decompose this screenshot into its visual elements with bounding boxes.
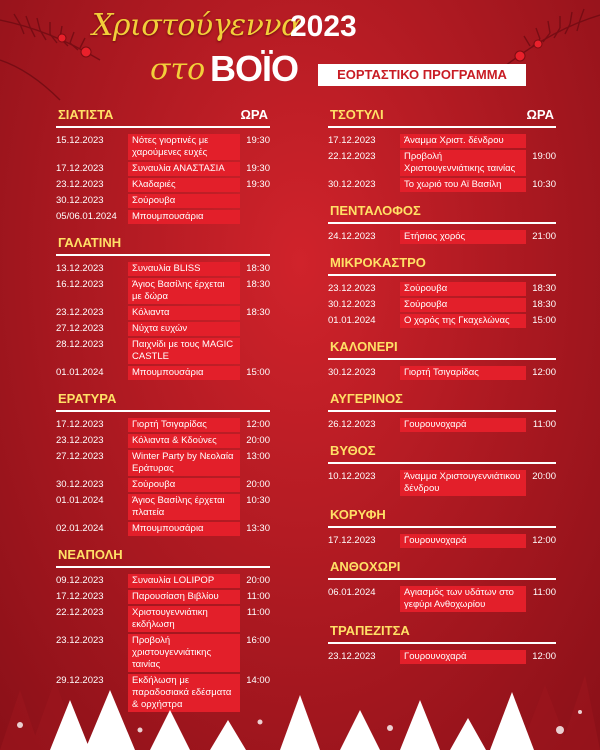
event-row xyxy=(56,606,270,632)
event-name: Προβολή Χριστουγεννιάτικης ταινίας xyxy=(400,150,526,176)
event-name: Εκδήλωση με παραδοσιακά εδέσματα & ορχήστρα xyxy=(128,674,240,712)
event-row xyxy=(56,194,270,208)
event-name: Νότες γιορτινές με χαρούμενες ευχές xyxy=(128,134,240,160)
event-row xyxy=(328,178,556,192)
section-header xyxy=(56,388,270,412)
event-row xyxy=(328,230,556,244)
section-6 xyxy=(328,440,556,496)
event-name: Άγιος Βασίλης έρχεται με δώρα xyxy=(128,278,240,304)
event-name: Νύχτα ευχών xyxy=(128,322,240,336)
event-name: Σούρουβα xyxy=(128,194,240,208)
event-time: 10:30 xyxy=(532,179,556,190)
snowy-trees-decoration xyxy=(0,630,600,750)
event-date: 30.12.2023 xyxy=(328,367,376,378)
village-name: ΜΙΚΡΟΚΑΣΤΡΟ xyxy=(330,255,426,270)
event-row xyxy=(56,418,270,432)
event-name: Μπουμπουσάρια xyxy=(128,522,240,536)
event-name: Κλαδαριές xyxy=(128,178,240,192)
event-name: Γιορτή Τσιγαρίδας xyxy=(400,366,526,380)
event-date: 23.12.2023 xyxy=(56,635,104,646)
event-row xyxy=(56,134,270,160)
event-row xyxy=(56,306,270,320)
event-name: Κόλιαντα xyxy=(128,306,240,320)
event-date: 17.12.2023 xyxy=(56,591,104,602)
event-name: Σούρουβα xyxy=(400,298,526,312)
event-row xyxy=(328,150,556,176)
section-header xyxy=(328,200,556,224)
event-date: 23.12.2023 xyxy=(328,283,376,294)
event-date: 06.01.2024 xyxy=(328,587,376,598)
event-time: 19:30 xyxy=(246,179,270,190)
event-time xyxy=(526,134,556,148)
event-date: 09.12.2023 xyxy=(56,575,104,586)
time-header: ΩΡΑ xyxy=(526,107,554,122)
event-date: 10.12.2023 xyxy=(328,471,376,482)
village-name: ΣΙΑΤΙΣΤΑ xyxy=(58,107,114,122)
event-time: 19:00 xyxy=(532,151,556,162)
event-time: 20:00 xyxy=(246,575,270,586)
event-date: 01.01.2024 xyxy=(56,367,104,378)
event-row xyxy=(56,590,270,604)
section-8 xyxy=(328,556,556,612)
section-header xyxy=(328,556,556,580)
event-time: 11:00 xyxy=(246,591,270,602)
event-row xyxy=(56,434,270,448)
section-header xyxy=(328,252,556,276)
event-row xyxy=(328,366,556,380)
event-time: 11:00 xyxy=(532,419,556,430)
event-date: 05/06.01.2024 xyxy=(56,211,117,222)
event-date: 30.12.2023 xyxy=(328,179,376,190)
event-row xyxy=(328,534,556,548)
village-name: ΤΣΟΤΥΛΙ xyxy=(330,107,384,122)
event-time: 14:00 xyxy=(246,675,270,686)
section-3 xyxy=(56,388,270,536)
section-5 xyxy=(328,388,556,432)
event-row xyxy=(328,314,556,328)
year-title: 2023 xyxy=(290,10,357,43)
village-name: ΒΥΘΟΣ xyxy=(330,443,376,458)
event-date: 17.12.2023 xyxy=(56,419,104,430)
event-date: 15.12.2023 xyxy=(56,135,104,146)
event-time xyxy=(240,210,270,224)
right-column xyxy=(328,104,556,672)
event-name: Συναυλία BLISS xyxy=(128,262,240,276)
event-name: Παιχνίδι με τους MAGIC CASTLE xyxy=(128,338,240,364)
event-name: Άναμμα Χριστουγεννιάτικου δένδρου xyxy=(400,470,526,496)
event-row xyxy=(328,298,556,312)
event-date: 27.12.2023 xyxy=(56,323,104,334)
event-name: Μπουμπουσάρια xyxy=(128,366,240,380)
left-column xyxy=(56,104,270,720)
event-date: 23.12.2023 xyxy=(56,179,104,190)
time-header: ΩΡΑ xyxy=(240,107,268,122)
pine-branch-right-decoration xyxy=(480,0,600,110)
section-7 xyxy=(328,504,556,548)
event-date: 23.12.2023 xyxy=(56,307,104,318)
event-time: 12:00 xyxy=(532,367,556,378)
event-row xyxy=(328,586,556,612)
event-name: Άναμμα Χριστ. δένδρου xyxy=(400,134,526,148)
event-name: Ετήσιος χορός xyxy=(400,230,526,244)
event-name: Το χωριό του Αϊ Βασίλη xyxy=(400,178,526,192)
section-3 xyxy=(328,252,556,328)
event-date: 22.12.2023 xyxy=(328,151,376,162)
event-date: 24.12.2023 xyxy=(328,231,376,242)
event-row xyxy=(56,162,270,176)
section-header xyxy=(56,544,270,568)
event-name: Winter Party by Νεολαία Εράτυρας xyxy=(128,450,240,476)
event-date: 30.12.2023 xyxy=(328,299,376,310)
village-name: ΝΕΑΠΟΛΗ xyxy=(58,547,123,562)
event-row xyxy=(328,418,556,432)
event-time: 18:30 xyxy=(246,279,270,290)
event-date: 01.01.2024 xyxy=(328,315,376,326)
event-time: 13:30 xyxy=(246,523,270,534)
event-name: Γιορτή Τσιγαρίδας xyxy=(128,418,240,432)
event-date: 16.12.2023 xyxy=(56,279,104,290)
event-name: Χριστουγεννιάτικη εκδήλωση xyxy=(128,606,240,632)
event-time: 21:00 xyxy=(532,231,556,242)
event-date: 01.01.2024 xyxy=(56,495,104,506)
event-row xyxy=(56,338,270,364)
event-row xyxy=(56,178,270,192)
program-badge: ΕΟΡΤΑΣΤΙΚΟ ΠΡΟΓΡΑΜΜΑ xyxy=(318,64,526,86)
event-time: 19:30 xyxy=(246,135,270,146)
event-name: Ο χορός της Γκαχελώνας xyxy=(400,314,526,328)
event-row xyxy=(328,134,556,148)
village-name: ΚΟΡΥΦΗ xyxy=(330,507,386,522)
event-row xyxy=(56,366,270,380)
event-date: 23.12.2023 xyxy=(56,435,104,446)
event-name: Συναυλία ΑΝΑΣΤΑΣΙΑ xyxy=(128,162,240,176)
place-title: ΒΟΪΟ xyxy=(210,48,299,89)
event-name: Άγιος Βασίλης έρχεται πλατεία xyxy=(128,494,240,520)
event-time: 15:00 xyxy=(246,367,270,378)
event-date: 22.12.2023 xyxy=(56,607,104,618)
event-date: 26.12.2023 xyxy=(328,419,376,430)
village-name: ΕΡΑΤΥΡΑ xyxy=(58,391,117,406)
event-row xyxy=(56,210,270,224)
section-header xyxy=(56,104,270,128)
event-date: 02.01.2024 xyxy=(56,523,104,534)
event-name: Γουρουνοχαρά xyxy=(400,534,526,548)
event-row xyxy=(56,522,270,536)
event-time: 18:30 xyxy=(532,283,556,294)
event-name: Σούρουβα xyxy=(128,478,240,492)
event-time: 13:00 xyxy=(246,451,270,462)
event-date: 17.12.2023 xyxy=(328,135,376,146)
village-name: ΓΑΛΑΤΙΝΗ xyxy=(58,235,122,250)
event-time: 15:00 xyxy=(532,315,556,326)
event-date: 30.12.2023 xyxy=(56,195,104,206)
event-name: Μπουμπουσάρια xyxy=(128,210,240,224)
section-header xyxy=(328,504,556,528)
event-date: 17.12.2023 xyxy=(56,163,104,174)
event-name: Προβολή χριστουγεννιάτικης ταινίας xyxy=(128,634,240,672)
event-name: Συναυλία LOLIPOP xyxy=(128,574,240,588)
event-date: 13.12.2023 xyxy=(56,263,104,274)
section-2 xyxy=(56,232,270,380)
event-date: 28.12.2023 xyxy=(56,339,104,350)
event-time: 11:00 xyxy=(532,587,556,598)
event-time: 20:00 xyxy=(532,471,556,482)
event-name: Σούρουβα xyxy=(400,282,526,296)
section-1 xyxy=(328,104,556,192)
event-time xyxy=(240,338,270,364)
event-date: 17.12.2023 xyxy=(328,535,376,546)
event-time: 20:00 xyxy=(246,479,270,490)
event-name: Αγιασμός των υδάτων στο γεφύρι Ανθοχωρίου xyxy=(400,586,526,612)
event-date: 30.12.2023 xyxy=(56,479,104,490)
event-date: 27.12.2023 xyxy=(56,451,104,462)
event-row xyxy=(56,278,270,304)
event-time xyxy=(240,322,270,336)
section-header xyxy=(328,336,556,360)
section-2 xyxy=(328,200,556,244)
section-header xyxy=(328,388,556,412)
event-row xyxy=(56,322,270,336)
event-row xyxy=(56,478,270,492)
event-time: 20:00 xyxy=(246,435,270,446)
village-name: ΑΝΘΟΧΩΡΙ xyxy=(330,559,401,574)
section-header xyxy=(328,440,556,464)
event-row xyxy=(56,494,270,520)
section-header xyxy=(328,104,556,128)
event-row xyxy=(56,574,270,588)
village-name: ΠΕΝΤΑΛΟΦΟΣ xyxy=(330,203,421,218)
event-name: Παρουσίαση Βιβλίου xyxy=(128,590,240,604)
event-time: 19:30 xyxy=(246,163,270,174)
event-time: 12:00 xyxy=(246,419,270,430)
event-row xyxy=(56,450,270,476)
event-time: 12:00 xyxy=(532,535,556,546)
event-time: 18:30 xyxy=(532,299,556,310)
event-row xyxy=(328,470,556,496)
event-time: 18:30 xyxy=(246,263,270,274)
sto-title: στο xyxy=(150,52,206,87)
event-time xyxy=(240,194,270,208)
event-date: 23.12.2023 xyxy=(328,651,376,662)
script-title: Χριστούγεννα xyxy=(92,8,301,43)
event-row xyxy=(328,282,556,296)
village-name: ΤΡΑΠΕΖΙΤΣΑ xyxy=(330,623,410,638)
section-header xyxy=(56,232,270,256)
event-name: Γουρουνοχαρά xyxy=(400,650,526,664)
village-name: ΑΥΓΕΡΙΝΟΣ xyxy=(330,391,403,406)
village-name: ΚΑΛΟΝΕΡΙ xyxy=(330,339,398,354)
section-4 xyxy=(328,336,556,380)
event-time: 16:00 xyxy=(246,635,270,646)
event-time: 12:00 xyxy=(532,651,556,662)
event-name: Κόλιαντα & Κδούνες xyxy=(128,434,240,448)
event-time: 11:00 xyxy=(246,607,270,618)
section-1 xyxy=(56,104,270,224)
event-name: Γουρουνοχαρά xyxy=(400,418,526,432)
event-time: 10:30 xyxy=(246,495,270,506)
event-time: 18:30 xyxy=(246,307,270,318)
event-row xyxy=(56,262,270,276)
event-date: 29.12.2023 xyxy=(56,675,104,686)
